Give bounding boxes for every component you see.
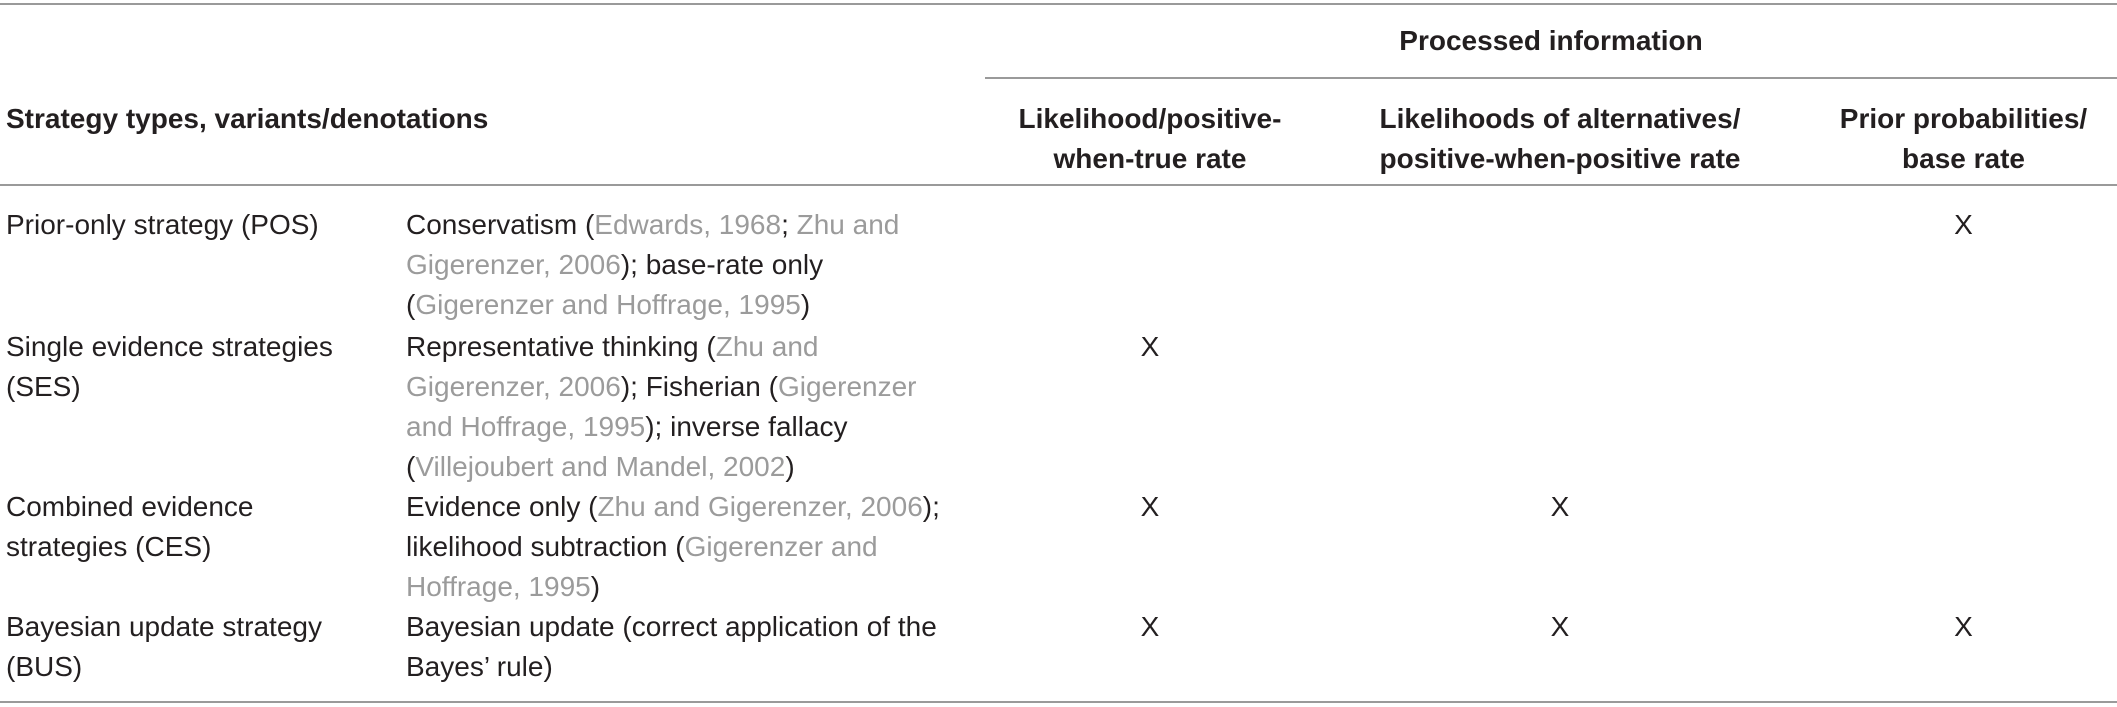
variant-line (406, 487, 966, 527)
citation-link[interactable]: Gigerenzer, 2006 (406, 371, 621, 402)
prior-mark: X (1954, 209, 1973, 240)
alternatives-header-line2: positive-when-positive rate (1379, 143, 1741, 174)
strategy-type-line: (BUS) (6, 651, 83, 682)
likelihood-header-line1: Likelihood/positive- (1018, 103, 1282, 134)
citation-link[interactable]: Zhu and (796, 209, 900, 240)
citation-link[interactable]: Zhu and (715, 331, 819, 362)
top-rule (0, 3, 2117, 5)
alternatives-column-header (1330, 99, 1790, 179)
variant-text: likelihood subtraction ( (406, 531, 685, 562)
variant-line (406, 527, 966, 567)
variant-cell (406, 327, 966, 487)
processed-information-header: Processed information (1399, 25, 1703, 56)
variant-line (406, 367, 966, 407)
citation-link[interactable]: Gigerenzer and (684, 531, 878, 562)
variant-line (406, 245, 966, 285)
strategy-type-cell (6, 205, 386, 245)
variant-text: Bayesian update (correct application of the (406, 611, 937, 642)
citation-link[interactable]: Edwards, 1968 (594, 209, 782, 240)
variant-text: ) (590, 571, 601, 602)
likelihood-column-header (985, 99, 1315, 179)
likelihood-header-line2: when-true rate (1053, 143, 1247, 174)
variant-text: ); inverse fallacy (645, 411, 848, 442)
variant-cell (406, 487, 966, 607)
variant-text: ); base-rate only (620, 249, 824, 280)
strategy-type-line: Combined evidence (6, 491, 254, 522)
strategy-type-cell (6, 327, 386, 407)
prior-mark: X (1954, 611, 1973, 642)
variant-cell (406, 607, 966, 687)
variant-line (406, 205, 966, 245)
processed-info-rule (985, 77, 2117, 79)
variant-text: ; (781, 209, 797, 240)
prior-column-header (1810, 99, 2117, 179)
variant-line (406, 327, 966, 367)
prior-header-line1: Prior probabilities/ (1839, 103, 2088, 134)
strategy-column-header: Strategy types, variants/denotations (6, 103, 489, 134)
variant-text: ) (800, 289, 811, 320)
prior-header-line2: base rate (1902, 143, 2025, 174)
citation-link[interactable]: Gigerenzer, 2006 (406, 249, 621, 280)
citation-link[interactable]: Hoffrage, 1995 (406, 571, 591, 602)
strategy-type-line: strategies (CES) (6, 531, 212, 562)
variant-text: Evidence only ( (406, 491, 598, 522)
header-bottom-rule (0, 184, 2117, 186)
variant-line (406, 607, 966, 647)
strategy-type-line: Bayesian update strategy (6, 611, 322, 642)
variant-text: ); (922, 491, 940, 522)
citation-link[interactable]: Zhu and Gigerenzer, 2006 (597, 491, 923, 522)
citation-link[interactable]: Gigerenzer (777, 371, 917, 402)
strategy-type-line: Prior-only strategy (POS) (6, 209, 319, 240)
variant-line (406, 285, 966, 325)
likelihood-mark: X (1140, 491, 1160, 522)
variant-cell (406, 205, 966, 325)
variant-line (406, 567, 966, 607)
likelihood-mark: X (1140, 611, 1160, 642)
variant-line (406, 407, 966, 447)
variant-text: ) (785, 451, 795, 482)
citation-link[interactable]: and Hoffrage, 1995 (406, 411, 646, 442)
bottom-rule (0, 701, 2117, 703)
strategy-type-cell (6, 607, 386, 687)
variant-text: Conservatism ( (406, 209, 595, 240)
alternatives-mark: X (1550, 491, 1570, 522)
strategy-type-line: (SES) (6, 371, 81, 402)
variant-text: Bayes’ rule) (406, 651, 553, 682)
variant-text: Representative thinking ( (406, 331, 716, 362)
alternatives-mark: X (1550, 611, 1570, 642)
strategy-type-cell (6, 487, 386, 567)
variant-text: ( (406, 289, 416, 320)
citation-link[interactable]: Gigerenzer and Hoffrage, 1995 (415, 289, 801, 320)
strategy-type-line: Single evidence strategies (6, 331, 333, 362)
variant-text: ); Fisherian ( (620, 371, 778, 402)
variant-text: ( (406, 451, 416, 482)
citation-link[interactable]: Villejoubert and Mandel, 2002 (415, 451, 786, 482)
alternatives-header-line1: Likelihoods of alternatives/ (1379, 103, 1741, 134)
likelihood-mark: X (1140, 331, 1160, 362)
variant-line (406, 647, 966, 687)
variant-line (406, 447, 966, 487)
